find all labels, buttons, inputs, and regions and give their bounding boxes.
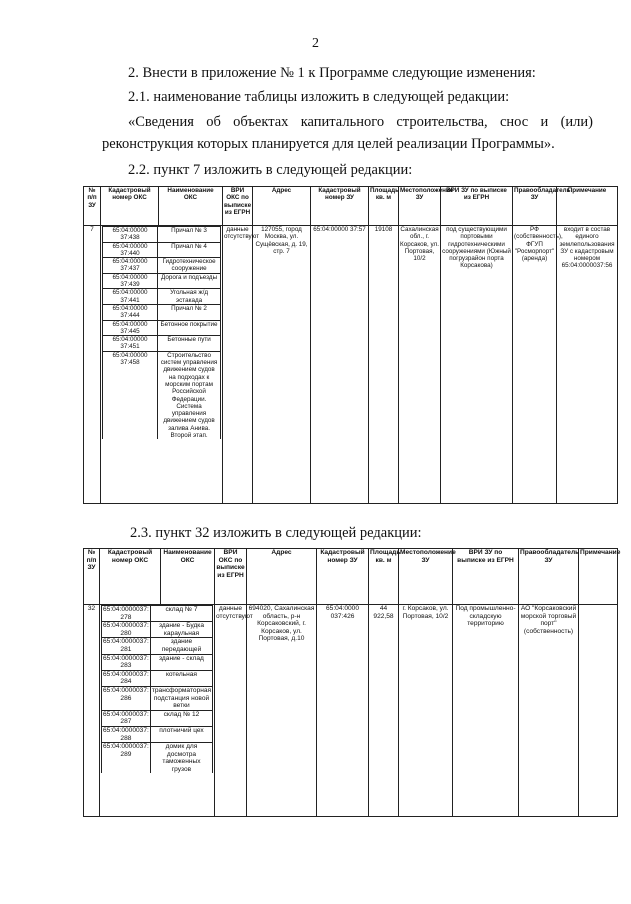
object-name: склад № 12	[150, 710, 212, 726]
note-cell: входит в состав единого землепользования ЗУ с кадастровым номером 65:04:0000037:56	[557, 226, 618, 504]
header-cell: Примечание	[557, 187, 618, 226]
cadastral-zu-cell: 65:04:00000 37:57	[311, 226, 369, 504]
address-cell: 127055, город Москва, ул. Сущёвская, д. 19, стр. 7	[253, 226, 311, 504]
header-cell: Примечание	[579, 549, 618, 605]
object-cadastral-number: 65:04:0000037: 286	[102, 686, 151, 710]
object-row	[103, 304, 221, 320]
object-name: здание передающей	[150, 638, 212, 654]
object-row	[103, 320, 221, 336]
object-row	[103, 227, 221, 243]
object-row	[102, 710, 213, 726]
object-name: плотничий цех	[150, 726, 212, 742]
object-cadastral-number: 65:04:00000 37:451	[103, 336, 158, 352]
object-row	[103, 336, 221, 352]
header-cell: Кадастровый номер ОКС	[100, 549, 161, 605]
object-row	[103, 258, 221, 274]
object-cadastral-number: 65:04:00000 37:440	[103, 242, 158, 258]
header-cell: Правообладатель ЗУ	[513, 187, 557, 226]
vri-oks-cell: данные отсутствуют	[223, 226, 253, 504]
object-name: Гидротехническое сооружение	[158, 258, 221, 274]
object-name: Бетонные пути	[158, 336, 221, 352]
header-cell: Местоположение ЗУ	[399, 549, 453, 605]
owner-cell: АО "Корсаковский морской торговый порт" (собственность)	[519, 605, 579, 817]
area-cell: 19108	[369, 226, 399, 504]
object-cadastral-number: 65:04:00000 37:441	[103, 289, 158, 305]
object-row	[102, 622, 213, 638]
object-name: здание - Будка караульная	[150, 622, 212, 638]
object-cadastral-number: 65:04:0000037: 283	[103, 654, 149, 670]
object-name: Угольная ж/д эстакада	[158, 289, 221, 305]
header-cell: Кадастровый номер ОКС	[101, 187, 159, 226]
object-name: домик для досмотра таможенных грузов	[150, 743, 212, 774]
object-name: Строительство систем управления движением судов на подходах к морским портам Российской Федерации. Система управления движением судов залива Анива. Второй этап.	[158, 351, 221, 439]
object-name: склад № 7	[150, 606, 212, 622]
paragraph-item-32: 2.3. пункт 32 изложить в следующей редакции:	[130, 525, 422, 541]
area-cell: 44 922,58	[369, 605, 399, 817]
address-cell: 694020, Сахалинская область, р-н Корсаковский, г. Корсаков, ул. Портовая, д.10	[247, 605, 317, 817]
table-header-row	[84, 187, 618, 226]
paragraph-amendments: 2. Внести в приложение № 1 к Программе следующие изменения:	[128, 65, 536, 81]
object-row	[103, 351, 221, 439]
object-cadastral-number: 65:04:0000037: 287	[103, 710, 149, 726]
header-cell: Кадастровый номер ЗУ	[311, 187, 369, 226]
header-cell: Адрес	[247, 549, 317, 605]
vri-zu-cell: Под промышленно-складскую территорию	[453, 605, 519, 817]
object-name: котельная	[150, 670, 212, 686]
object-name: Причал № 3	[158, 227, 221, 243]
table-item-32	[83, 548, 621, 817]
objects-cell	[100, 605, 215, 817]
header-cell: № п/п ЗУ	[84, 187, 101, 226]
header-cell: Площадь кв. м	[369, 187, 399, 226]
object-name: здание - склад	[150, 654, 212, 670]
location-cell: г. Корсаков, ул. Портовая, 10/2	[399, 605, 453, 817]
object-row	[103, 289, 221, 305]
cadastral-zu-cell: 65:04:0000 037:426	[317, 605, 369, 817]
object-cadastral-number: 65:04:0000037: 289	[102, 743, 151, 774]
page-number: 2	[312, 36, 319, 51]
header-cell: № п/п ЗУ	[84, 549, 100, 605]
object-cadastral-number: 65:04:00000 37:437	[103, 258, 158, 274]
vri-oks-cell: данные отсутствуют	[215, 605, 247, 817]
object-cadastral-number: 65:04:0000037: 280	[103, 622, 149, 637]
note-cell	[579, 605, 618, 817]
object-name: Бетонное покрытие	[158, 320, 221, 336]
header-cell: Местоположение ЗУ	[399, 187, 441, 226]
table-row	[84, 605, 618, 817]
object-name: Дорога и подъезды	[158, 273, 221, 289]
paragraph-new-title: «Сведения об объектах капитального строительства, снос и (или) реконструкция которых планируется для целей реализации Программы».	[102, 114, 593, 152]
paragraph-table-title: 2.1. наименование таблицы изложить в следующей редакции:	[128, 89, 510, 105]
object-cadastral-number: 65:04:0000037: 288	[103, 726, 149, 742]
object-row	[103, 273, 221, 289]
paragraph-item-7: 2.2. пункт 7 изложить в следующей редакции:	[128, 162, 413, 178]
objects-list	[101, 605, 213, 773]
location-cell: Сахалинская обл., г. Корсаков, ул. Портовая, 10/2	[399, 226, 441, 504]
owner-cell: РФ (собственность), ФГУП "Росморпорт" (аренда)	[513, 226, 557, 504]
object-cadastral-number: 65:04:00000 37:445	[103, 320, 158, 336]
objects-cell	[101, 226, 223, 504]
object-name: трансформаторная подстанция новой ветки	[151, 686, 212, 710]
header-cell: Площадь кв. м	[369, 549, 399, 605]
object-cadastral-number: 65:04:00000 37:444	[103, 304, 158, 320]
header-cell: Правообладатель ЗУ	[519, 549, 579, 605]
object-row	[102, 743, 213, 774]
object-row	[102, 670, 213, 686]
objects-list	[102, 226, 221, 439]
object-cadastral-number: 65:04:00000 37:458	[103, 351, 158, 439]
header-cell: Адрес	[253, 187, 311, 226]
object-cadastral-number: 65:04:0000037: 281	[103, 638, 149, 653]
vri-zu-cell: под существующими портовыми гидротехническими сооружениями (Южный погрузрайон порта Корсакова)	[441, 226, 513, 504]
object-row	[102, 726, 213, 742]
table-row	[84, 226, 618, 504]
header-cell: ВРИ ОКС по выписке из ЕГРН	[215, 549, 247, 605]
object-row	[103, 242, 221, 258]
object-name: Причал № 2	[158, 304, 221, 320]
object-cadastral-number: 65:04:0000037: 284	[103, 670, 149, 686]
header-cell: Наименование ОКС	[159, 187, 223, 226]
header-cell: Кадастровый номер ЗУ	[317, 549, 369, 605]
row-number: 7	[84, 226, 101, 504]
header-cell: ВРИ ОКС по выписке из ЕГРН	[223, 187, 253, 226]
table-item-7	[83, 186, 618, 504]
object-row	[102, 654, 213, 670]
table-header-row	[84, 549, 618, 605]
object-row	[102, 606, 213, 622]
object-row	[102, 686, 213, 710]
object-cadastral-number: 65:04:00000 37:439	[103, 273, 158, 289]
object-name: Причал № 4	[158, 242, 221, 258]
object-cadastral-number: 65:04:00000 37:438	[103, 227, 158, 243]
row-number: 32	[84, 605, 100, 817]
header-cell: ВРИ ЗУ по выписке из ЕГРН	[453, 549, 519, 605]
header-cell: ВРИ ЗУ по выписке из ЕГРН	[441, 187, 513, 226]
header-cell: Наименование ОКС	[161, 549, 215, 605]
object-row	[102, 638, 213, 654]
object-cadastral-number: 65:04:0000037: 278	[103, 606, 149, 621]
